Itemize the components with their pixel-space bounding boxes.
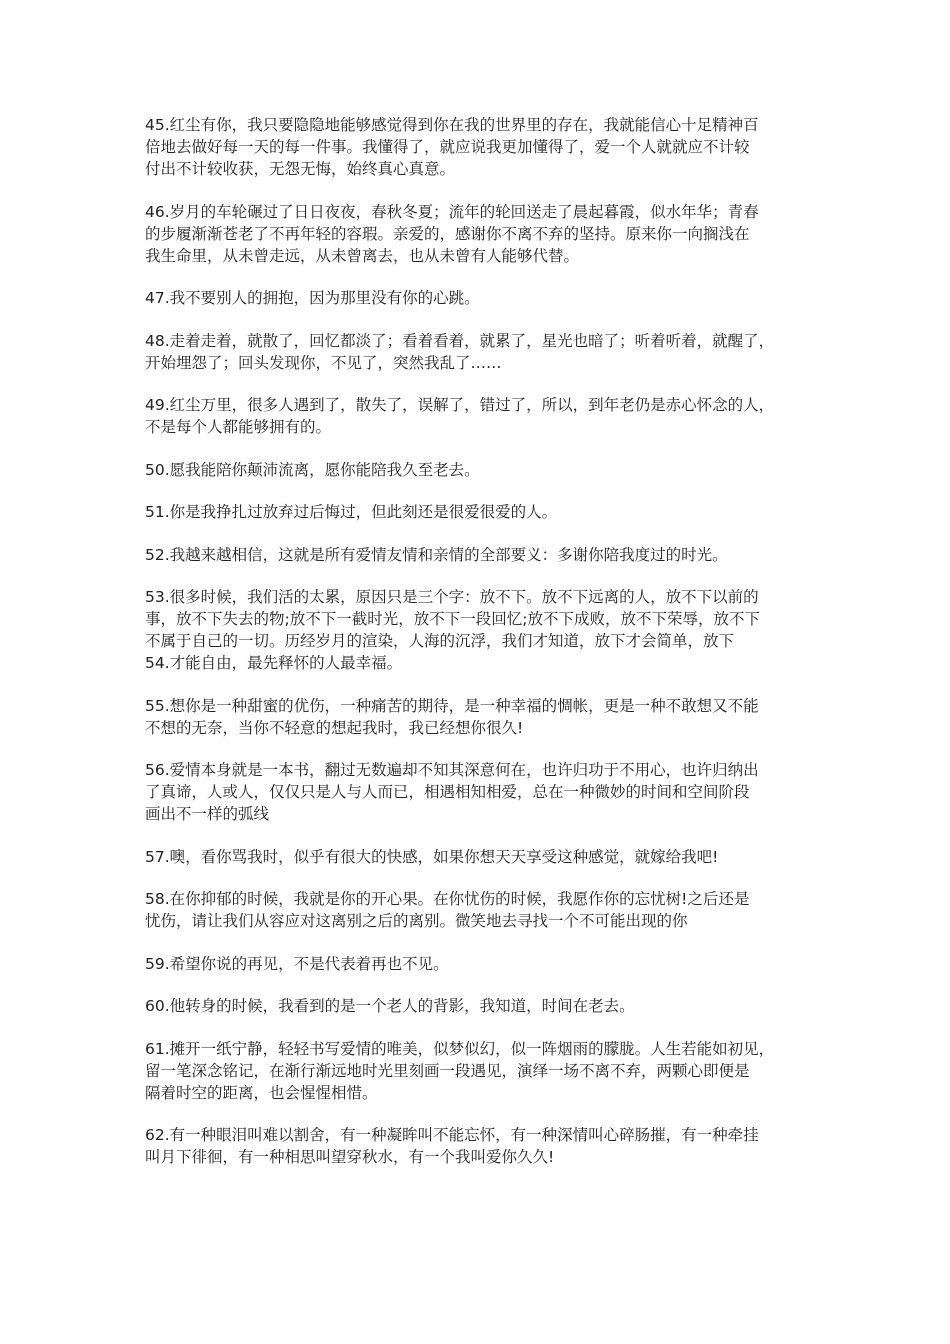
text-line: 50.愿我能陪你颠沛流离，愿你能陪我久至老去。 (145, 460, 480, 479)
text-line: 57.噢，看你骂我时，似乎有很大的快感，如果你想天天享受这种感觉，就嫁给我吧! (145, 847, 719, 866)
text-line: 不是每个人都能够拥有的。 (145, 418, 332, 436)
text-line: 58.在你抑郁的时候，我就是你的开心果。在你忧伤的时候，我愿作你的忘忧树!之后还是 (145, 890, 750, 908)
paragraph (145, 586, 813, 674)
text-line: 开始埋怨了；回头发现你，不见了，突然我乱了…… (145, 353, 502, 372)
paragraph (145, 501, 813, 523)
document-body (145, 114, 813, 1189)
paragraph (145, 695, 813, 739)
paragraph (145, 114, 813, 180)
text-line: 不想的无奈，当你不轻意的想起我时，我已经想你很久! (145, 718, 524, 737)
text-line: 55.想你是一种甜蜜的优伤，一种痛苦的期待，是一种幸福的惆帐，更是一种不敢想又不能 (145, 696, 759, 715)
text-line: 62.有一种眼泪叫难以割舍，有一种凝眸叫不能忘怀，有一种深情叫心碎肠摧，有一种牵挂 (145, 1126, 759, 1144)
text-line: 53.很多时候，我们活的太累，原因只是三个字：放不下。放不下远离的人，放不下以前的 (145, 588, 759, 606)
text-line: 付出不计较收获，无怨无悔，始终真心真意。 (145, 160, 456, 178)
paragraph (145, 953, 813, 975)
text-line: 隔着时空的距离，也会惺惺相惜。 (145, 1083, 378, 1102)
text-line: 56.爱情本身就是一本书，翻过无数遍却不知其深意何在，也许归功于不用心，也许归纳出 (145, 761, 759, 779)
paragraph (145, 459, 813, 481)
paragraph (145, 995, 813, 1017)
text-line: 61.摊开一纸宁静，轻轻书写爱情的唯美，似梦似幻，似一阵烟雨的朦胧。人生若能如初见， (145, 1039, 775, 1058)
paragraph (145, 759, 813, 825)
paragraph (145, 330, 813, 374)
text-line: 叫月下徘徊，有一种相思叫望穿秋水，有一个我叫爱你久久! (145, 1148, 555, 1166)
paragraph (145, 394, 813, 438)
paragraph (145, 544, 813, 566)
paragraph (145, 1124, 813, 1168)
paragraph (145, 201, 813, 267)
text-line: 忧伤，请让我们从容应对这离别之后的离别。微笑地去寻找一个不可能出现的你 (145, 912, 688, 930)
text-line: 事，放不下失去的物;放不下一截时光，放不下一段回忆;放不下成败，放不下荣辱，放不下 (145, 610, 760, 628)
paragraph (145, 1038, 813, 1104)
text-line: 留一笔深念铭记，在渐行渐远地时光里刻画一段遇见，演绎一场不离不弃，两颗心即便是 (145, 1061, 750, 1080)
paragraph (145, 846, 813, 868)
text-line: 倍地去做好每一天的每一件事。我懂得了，就应说我更加懂得了，爱一个人就就应不计较 (145, 138, 750, 156)
text-line: 51.你是我挣扎过放弃过后悔过，但此刻还是很爱很爱的人。 (145, 503, 558, 521)
text-line: 画出不一样的弧线 (145, 805, 270, 823)
text-line: 我生命里，从未曾走远，从未曾离去，也从未曾有人能够代替。 (145, 246, 580, 265)
text-line: 49.红尘万里，很多人遇到了，散失了，误解了，错过了，所以，到年老仍是赤心怀念的人， (145, 396, 775, 414)
text-line: 48.走着走着，就散了，回忆都淡了；看着看着，就累了，星光也暗了；听着听着，就醒了， (145, 331, 775, 350)
text-line: 了真谛，人或人，仅仅只是人与人而已，相遇相知相爱，总在一种微妙的时间和空间阶段 (145, 783, 750, 801)
text-line: 的步履渐渐苍老了不再年轻的容瑕。亲爱的，感谢你不离不弃的坚持。原来你一向搁浅在 (145, 224, 750, 243)
text-line: 46.岁月的车轮碾过了日日夜夜，春秋冬夏；流年的轮回送走了晨起暮霞，似水年华；青春 (145, 202, 759, 221)
text-line: 不属于自己的一切。历经岁月的渲染，人海的沉浮，我们才知道，放下才会简单，放下 (145, 632, 735, 650)
text-line: 54.才能自由，最先释怀的人最幸福。 (145, 654, 403, 672)
text-line: 45.红尘有你，我只要隐隐地能够感觉得到你在我的世界里的存在，我就能信心十足精神百 (145, 116, 759, 134)
text-line: 47.我不要别人的拥抱，因为那里没有你的心跳。 (145, 289, 480, 307)
text-line: 60.他转身的时候，我看到的是一个老人的背影，我知道，时间在老去。 (145, 997, 635, 1015)
text-line: 59.希望你说的再见，不是代表着再也不见。 (145, 954, 449, 973)
paragraph (145, 888, 813, 932)
paragraph (145, 287, 813, 309)
text-line: 52.我越来越相信，这就是所有爱情友情和亲情的全部要义：多谢你陪我度过的时光。 (145, 545, 728, 564)
